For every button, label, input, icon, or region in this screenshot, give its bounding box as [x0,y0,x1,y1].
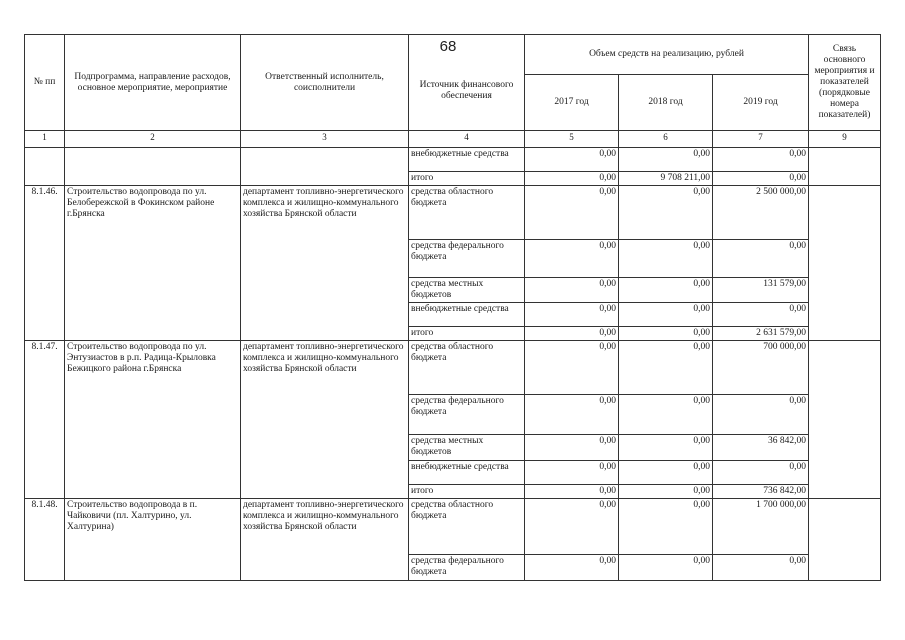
value-2018-cell: 0,00 [619,186,713,240]
source-cell: средства федерального бюджета [409,395,525,435]
link-cell [809,148,881,186]
item-name: Строительство водопровода по ул. Белобережской в Фокинском районе г.Брянска [65,186,241,341]
value-2018-cell: 0,00 [619,278,713,303]
value-2017-cell: 0,00 [525,395,619,435]
value-2017-cell: 0,00 [525,461,619,485]
value-2019-cell: 0,00 [713,303,809,327]
value-2019-cell: 131 579,00 [713,278,809,303]
name-cell [65,148,241,186]
source-cell: внебюджетные средства [409,461,525,485]
item-executor: департамент топливно-энергетического комплекса и жилищно-коммунального хозяйства Брянской области [241,499,409,581]
colnum-cell: 4 [409,131,525,148]
link-cell [809,499,881,581]
item-executor: департамент топливно-энергетического комплекса и жилищно-коммунального хозяйства Брянской области [241,341,409,499]
source-cell: средства местных бюджетов [409,435,525,461]
value-2018-cell: 0,00 [619,148,713,172]
value-2019-cell: 0,00 [713,148,809,172]
item-number: 8.1.48. [25,499,65,581]
source-cell: средства федерального бюджета [409,240,525,278]
link-cell [809,341,881,499]
value-2018-cell: 9 708 211,00 [619,172,713,186]
colnum-cell: 9 [809,131,881,148]
value-2017-cell: 0,00 [525,555,619,581]
source-cell: средства федерального бюджета [409,555,525,581]
source-cell: внебюджетные средства [409,148,525,172]
value-2019-cell: 0,00 [713,172,809,186]
value-2019-cell: 700 000,00 [713,341,809,395]
column-number-row [25,131,881,148]
page-number: 68 [439,38,457,55]
value-2018-cell: 0,00 [619,555,713,581]
num-cell [25,148,65,186]
header-num: № пп [25,35,65,131]
value-2019-cell: 0,00 [713,395,809,435]
item-executor: департамент топливно-энергетического комплекса и жилищно-коммунального хозяйства Брянской области [241,186,409,341]
value-2017-cell: 0,00 [525,240,619,278]
value-2019-cell: 1 700 000,00 [713,499,809,555]
colnum-cell: 2 [65,131,241,148]
value-2017-cell: 0,00 [525,278,619,303]
header-program: Подпрограмма, направление расходов, основное мероприятие, мероприятие [65,35,241,131]
source-cell: итого [409,485,525,499]
value-2017-cell: 0,00 [525,186,619,240]
source-cell: средства областного бюджета [409,186,525,240]
source-cell: средства местных бюджетов [409,278,525,303]
table-row [25,341,881,395]
item-name: Строительство водопровода в п. Чайковичи (пл. Халтурино, ул. Халтурина) [65,499,241,581]
value-2018-cell: 0,00 [619,485,713,499]
header-2019: 2019 год [713,75,809,131]
colnum-cell: 1 [25,131,65,148]
source-cell: итого [409,172,525,186]
source-cell: итого [409,327,525,341]
value-2018-cell: 0,00 [619,435,713,461]
item-number: 8.1.46. [25,186,65,341]
value-2018-cell: 0,00 [619,341,713,395]
value-2018-cell: 0,00 [619,461,713,485]
budget-table [24,34,881,581]
header-executor: Ответственный исполнитель, соисполнители [241,35,409,131]
value-2017-cell: 0,00 [525,435,619,461]
table-row [25,186,881,240]
value-2018-cell: 0,00 [619,327,713,341]
colnum-cell: 5 [525,131,619,148]
table-row [25,499,881,555]
header-2017: 2017 год [525,75,619,131]
value-2017-cell: 0,00 [525,303,619,327]
value-2017-cell: 0,00 [525,327,619,341]
value-2018-cell: 0,00 [619,303,713,327]
value-2018-cell: 0,00 [619,240,713,278]
value-2018-cell: 0,00 [619,395,713,435]
value-2019-cell: 0,00 [713,461,809,485]
colnum-cell: 6 [619,131,713,148]
item-name: Строительство водопровода по ул. Энтузиастов в р.п. Радица-Крыловка Бежицкого района г.Брянска [65,341,241,499]
item-number: 8.1.47. [25,341,65,499]
header-volume: Объем средств на реализацию, рублей [525,35,809,75]
link-cell [809,186,881,341]
value-2017-cell: 0,00 [525,485,619,499]
value-2018-cell: 0,00 [619,499,713,555]
value-2019-cell: 36 842,00 [713,435,809,461]
source-cell: внебюджетные средства [409,303,525,327]
colnum-cell: 7 [713,131,809,148]
value-2019-cell: 2 500 000,00 [713,186,809,240]
value-2017-cell: 0,00 [525,172,619,186]
value-2017-cell: 0,00 [525,148,619,172]
value-2017-cell: 0,00 [525,499,619,555]
value-2019-cell: 0,00 [713,555,809,581]
source-cell: средства областного бюджета [409,499,525,555]
carryover-row [25,148,881,172]
source-cell: средства областного бюджета [409,341,525,395]
header-2018: 2018 год [619,75,713,131]
executor-cell [241,148,409,186]
header-link: Связь основного мероприятия и показателей (порядковые номера показателей) [809,35,881,131]
colnum-cell: 3 [241,131,409,148]
value-2019-cell: 0,00 [713,240,809,278]
value-2017-cell: 0,00 [525,341,619,395]
header-source: Источник финансового обеспечения [409,35,525,131]
value-2019-cell: 736 842,00 [713,485,809,499]
value-2019-cell: 2 631 579,00 [713,327,809,341]
